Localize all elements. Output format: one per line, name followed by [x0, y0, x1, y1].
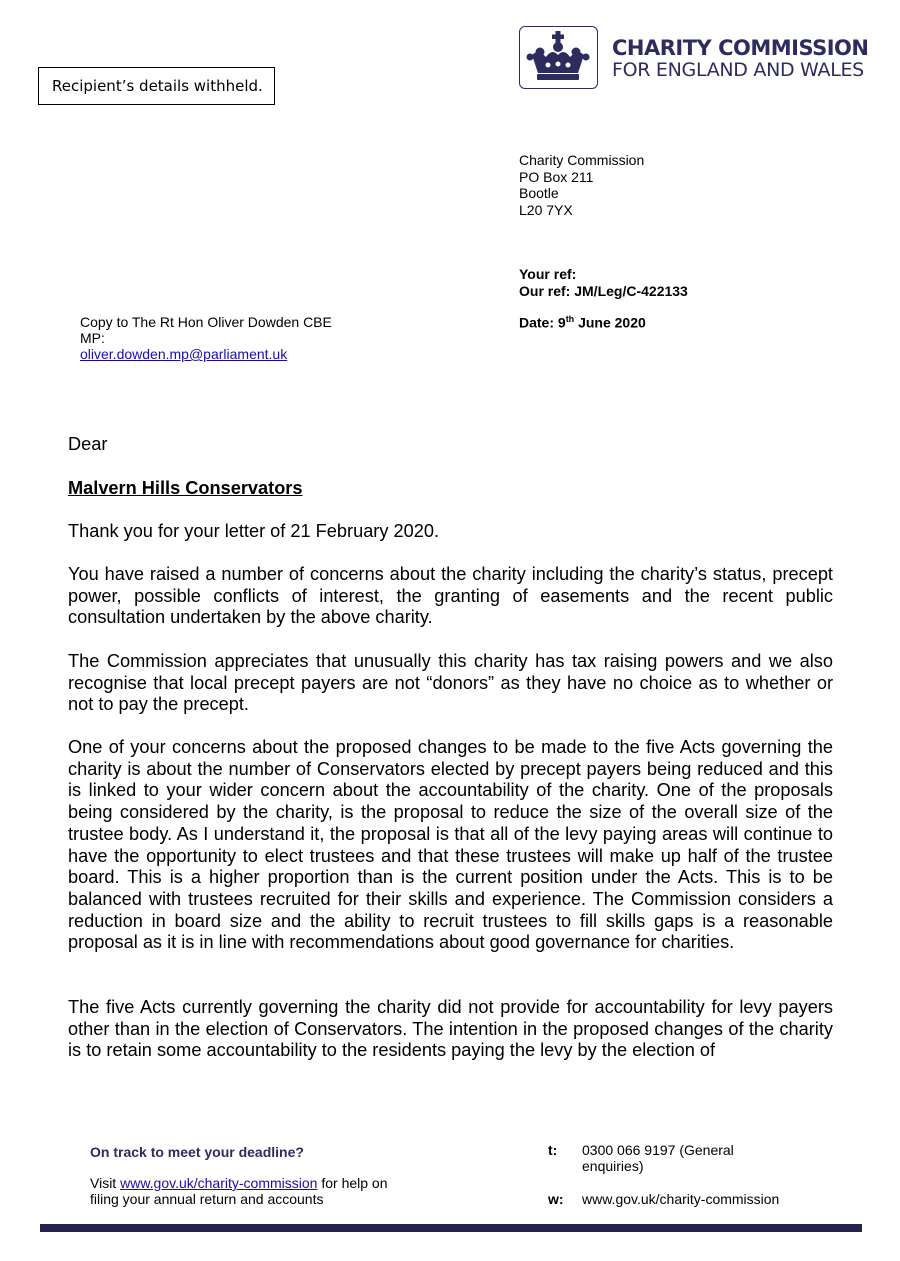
- salutation: Dear: [68, 434, 108, 454]
- date-prefix: Date: 9: [519, 314, 566, 331]
- footer-heading: On track to meet your deadline?: [90, 1144, 304, 1160]
- footer-web-row: [548, 1191, 808, 1207]
- copy-to-line: Copy to The Rt Hon Oliver Dowden CBE MP:: [80, 314, 332, 346]
- recipient-withheld-box: Recipient’s details withheld.: [38, 67, 275, 105]
- footer-visit: Visit: [90, 1175, 121, 1191]
- copy-to-email-link[interactable]: oliver.dowden.mp@parliament.uk: [80, 346, 288, 362]
- our-ref: Our ref: JM/Leg/C-422133: [519, 282, 688, 299]
- references: [519, 266, 688, 299]
- date-ordinal: th: [565, 314, 575, 324]
- letter-date: [519, 314, 646, 331]
- address-line: L20 7YX: [519, 201, 573, 218]
- web-label: w:: [548, 1191, 564, 1207]
- logo-wordmark: [612, 37, 868, 81]
- footer-link[interactable]: www.gov.uk/charity-commission: [120, 1175, 318, 1191]
- sender-address: [519, 152, 644, 218]
- copy-to: [80, 314, 340, 362]
- logo-line-2: FOR ENGLAND AND WALES: [612, 59, 864, 81]
- footer-tel-row: [548, 1142, 808, 1174]
- tel-value: 0300 066 9197 (General enquiries): [582, 1142, 734, 1174]
- paragraph: The Commission appreciates that unusually this charity has tax raising powers and we also recognise that local precept payers are not “donors” as they have no choice as to whether or not to pay the precept.: [68, 651, 833, 715]
- date-suffix: June 2020: [574, 314, 646, 331]
- footer-help-rest: for help on filing your annual return and accounts: [90, 1175, 388, 1207]
- paragraph: One of your concerns about the proposed changes to be made to the five Acts governing the charity is about the number of Conservators elected by precept payers being reduced and this is linked to your wider concern about the accountability of the charity. One of the proposals being considered by the charity, is the proposal to reduce the size of the overall size of the trustee body. As I understand it, the proposal is that all of the levy paying areas will continue to have the opportunity to elect trustees and that these trustees will make up half of the trustee board. This is a higher proportion than is the current position under the Acts. This is to be balanced with trustees recruited for their skills and experience. The Commission considers a reduction in board size and the ability to recruit trustees to fill skills gaps is a reasonable proposal as it is in line with recommendations about good governance for charities.: [68, 737, 833, 953]
- footer-help: [90, 1144, 390, 1207]
- footer-contact: [548, 1142, 808, 1207]
- logo-emblem: [519, 26, 598, 89]
- footer-bar: [40, 1224, 862, 1232]
- letter-subject: Malvern Hills Conservators: [68, 478, 303, 498]
- your-ref: Your ref:: [519, 266, 577, 282]
- address-line: Bootle: [519, 185, 559, 201]
- address-line: Charity Commission: [519, 152, 645, 168]
- paragraph: The five Acts currently governing the charity did not provide for accountability for levy payers other than in the election of Conservators. The intention in the proposed changes of the charity is to retain some accountability to the residents paying the levy by the election of: [68, 997, 833, 1061]
- web-value: www.gov.uk/charity-commission: [582, 1191, 780, 1207]
- address-line: PO Box 211: [519, 168, 594, 185]
- crown-icon: [520, 27, 596, 87]
- paragraph: Thank you for your letter of 21 February 2020.: [68, 521, 440, 541]
- tel-label: t:: [548, 1142, 558, 1158]
- logo-line-1: CHARITY COMMISSION: [612, 36, 869, 60]
- footer-help-text: [90, 1175, 390, 1207]
- paragraph: You have raised a number of concerns about the charity including the charity’s status, precept power, possible conflicts of interest, the granting of easements and the recent public consultation undertaken by the above charity.: [68, 564, 833, 628]
